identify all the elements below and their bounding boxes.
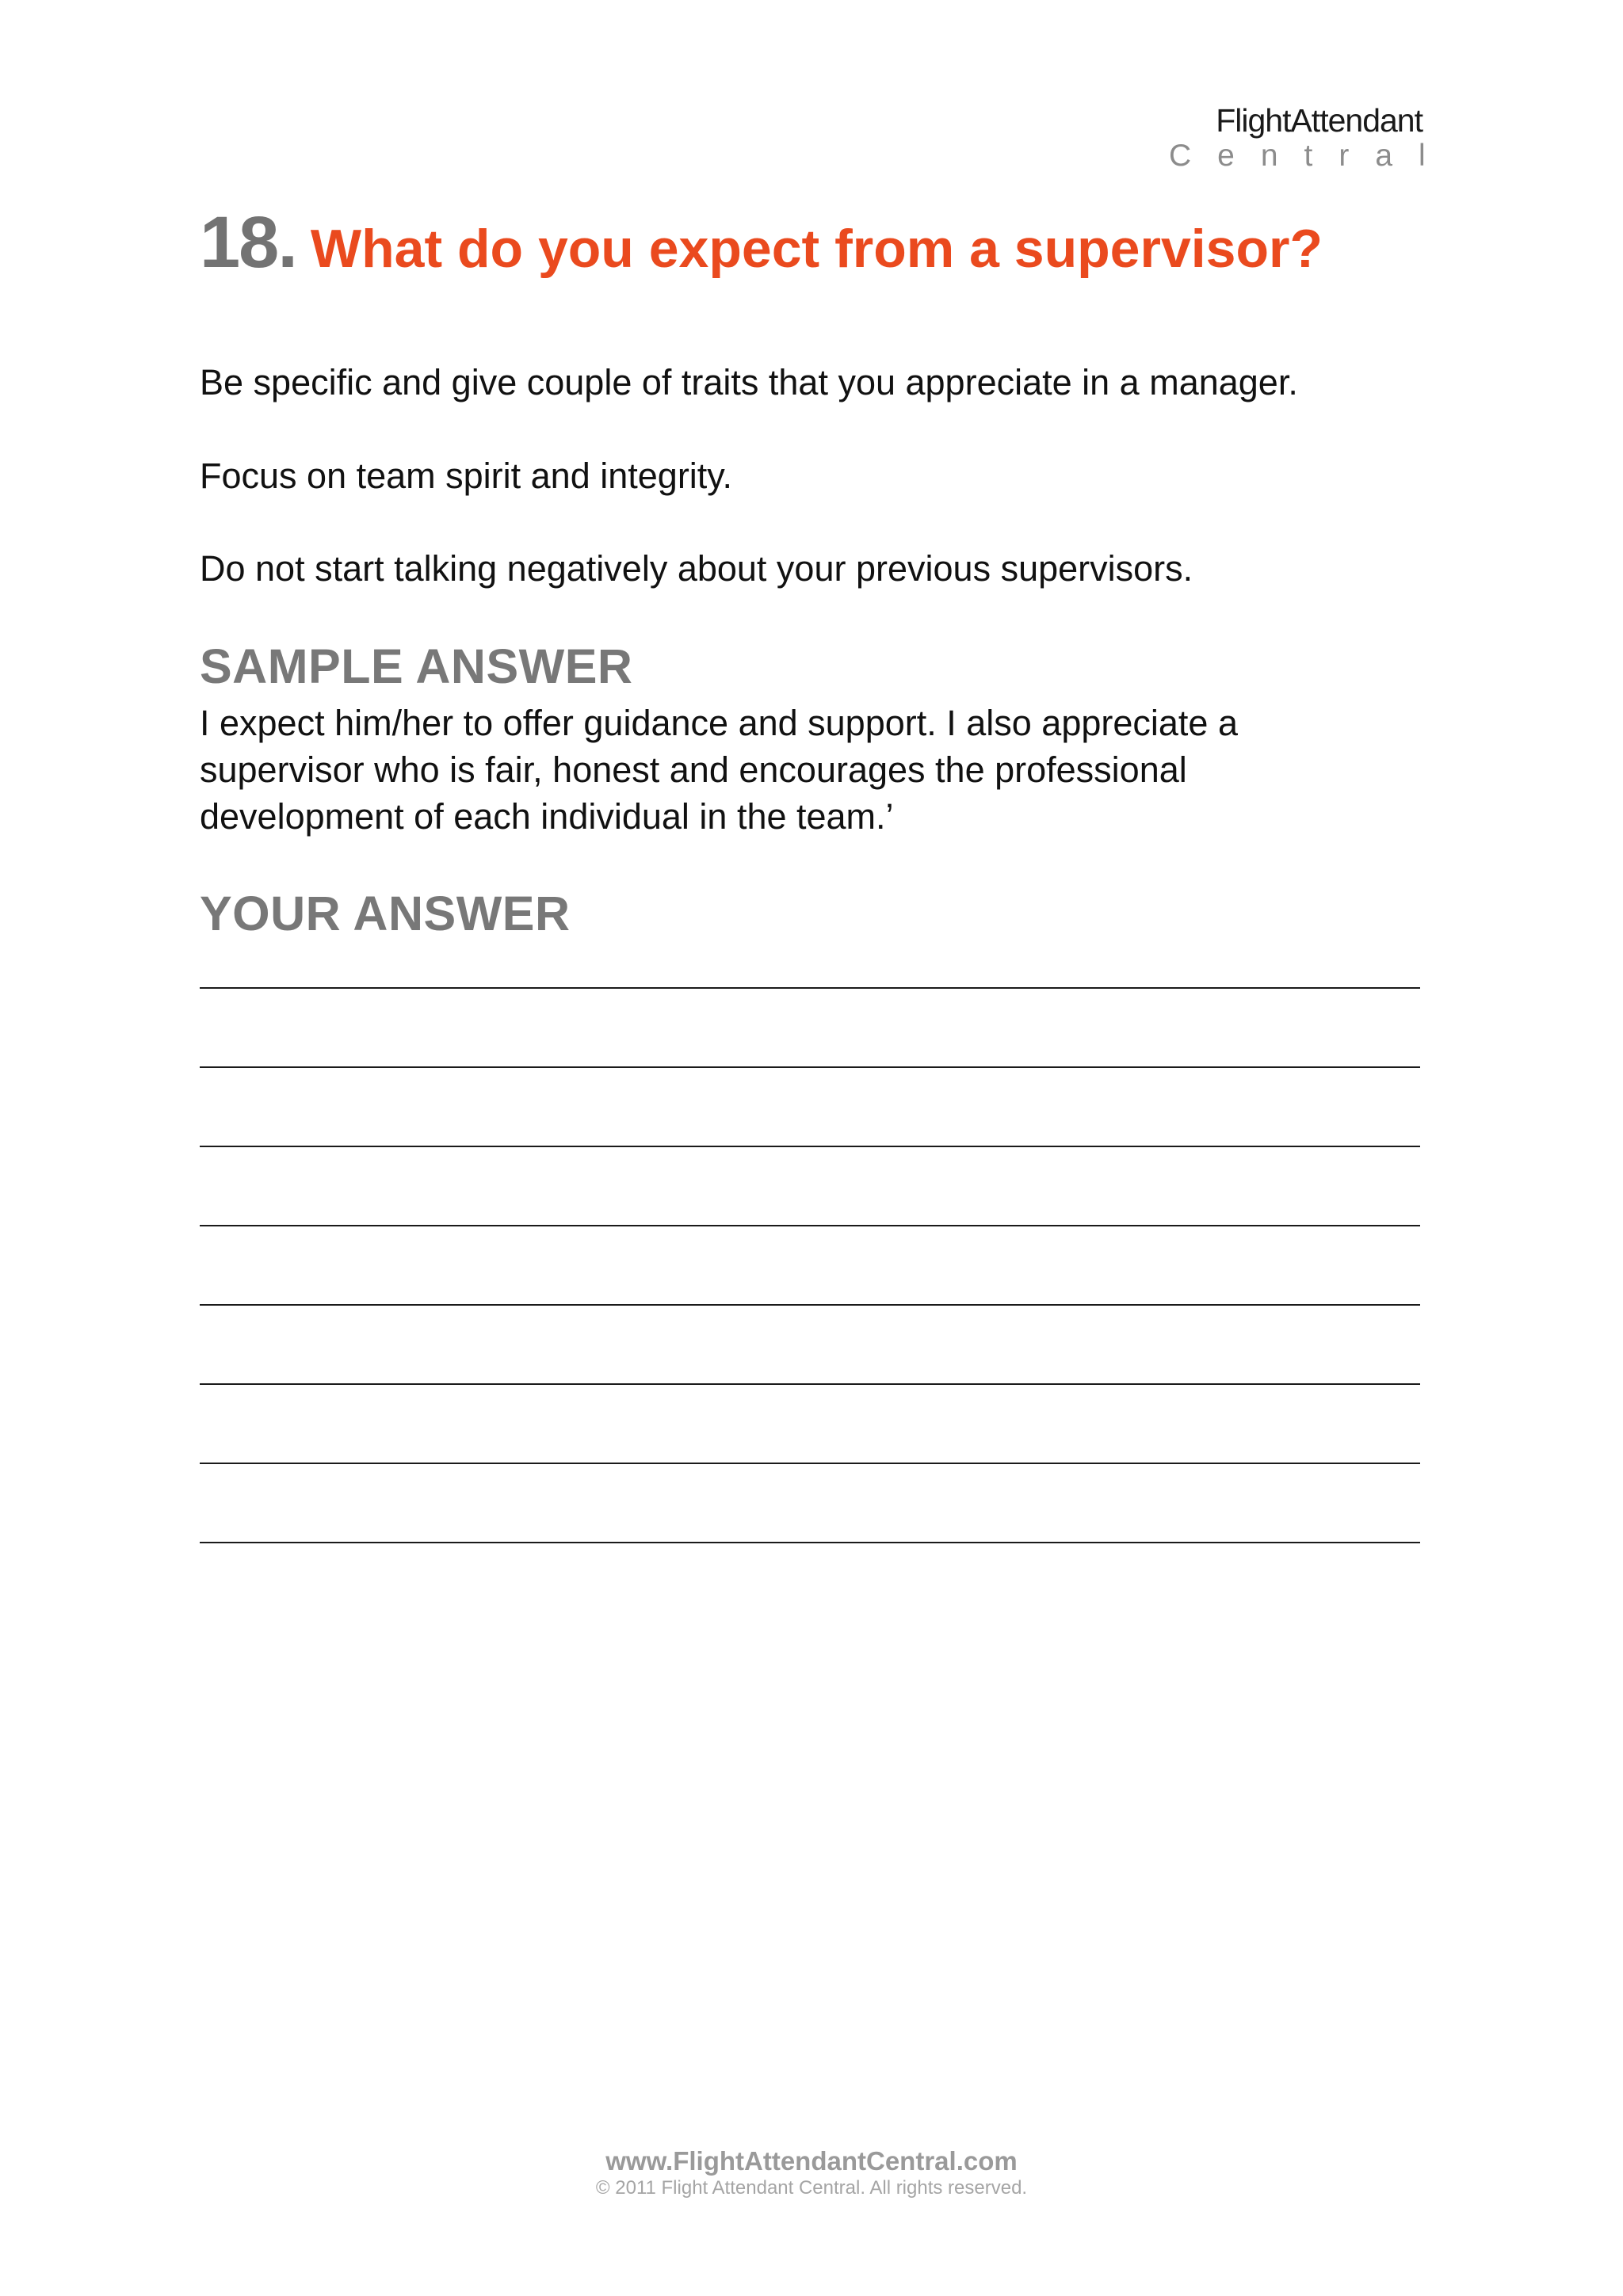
logo-line-1: FlightAttendant (1216, 102, 1423, 139)
sample-answer-line: development of each individual in the team.’ (200, 796, 894, 837)
tip-1: Be specific and give couple of traits that you appreciate in a manager. (200, 362, 1298, 402)
footer-copyright: © 2011 Flight Attendant Central. All rights reserved. (595, 2177, 1028, 2199)
your-answer-label: YOUR ANSWER (200, 887, 571, 940)
answer-line (200, 1542, 1420, 1543)
question-heading (200, 201, 1323, 284)
question-number: 18. (200, 202, 296, 283)
footer-url: www.FlightAttendantCentral.com (605, 2146, 1018, 2176)
answer-line (200, 1225, 1420, 1226)
answer-lines (200, 987, 1420, 1621)
answer-line (200, 1304, 1420, 1306)
footer (0, 2147, 1623, 2199)
logo-line-2: Central (1169, 139, 1452, 173)
tip-2: Focus on team spirit and integrity. (200, 456, 732, 496)
answer-line (200, 1146, 1420, 1147)
sample-answer-label: SAMPLE ANSWER (200, 639, 633, 693)
tip-3: Do not start talking negatively about your previous supervisors. (200, 548, 1193, 589)
answer-line (200, 1066, 1420, 1068)
sample-answer-text (200, 700, 1436, 840)
sample-answer-line: supervisor who is fair, honest and encourages the professional (200, 749, 1187, 790)
sample-answer-line: I expect him/her to offer guidance and support. I also appreciate a (200, 703, 1238, 743)
answer-line (200, 1463, 1420, 1464)
brand-logo (1169, 102, 1452, 173)
question-title: What do you expect from a supervisor? (310, 219, 1323, 279)
answer-line (200, 1383, 1420, 1385)
answer-line (200, 987, 1420, 989)
